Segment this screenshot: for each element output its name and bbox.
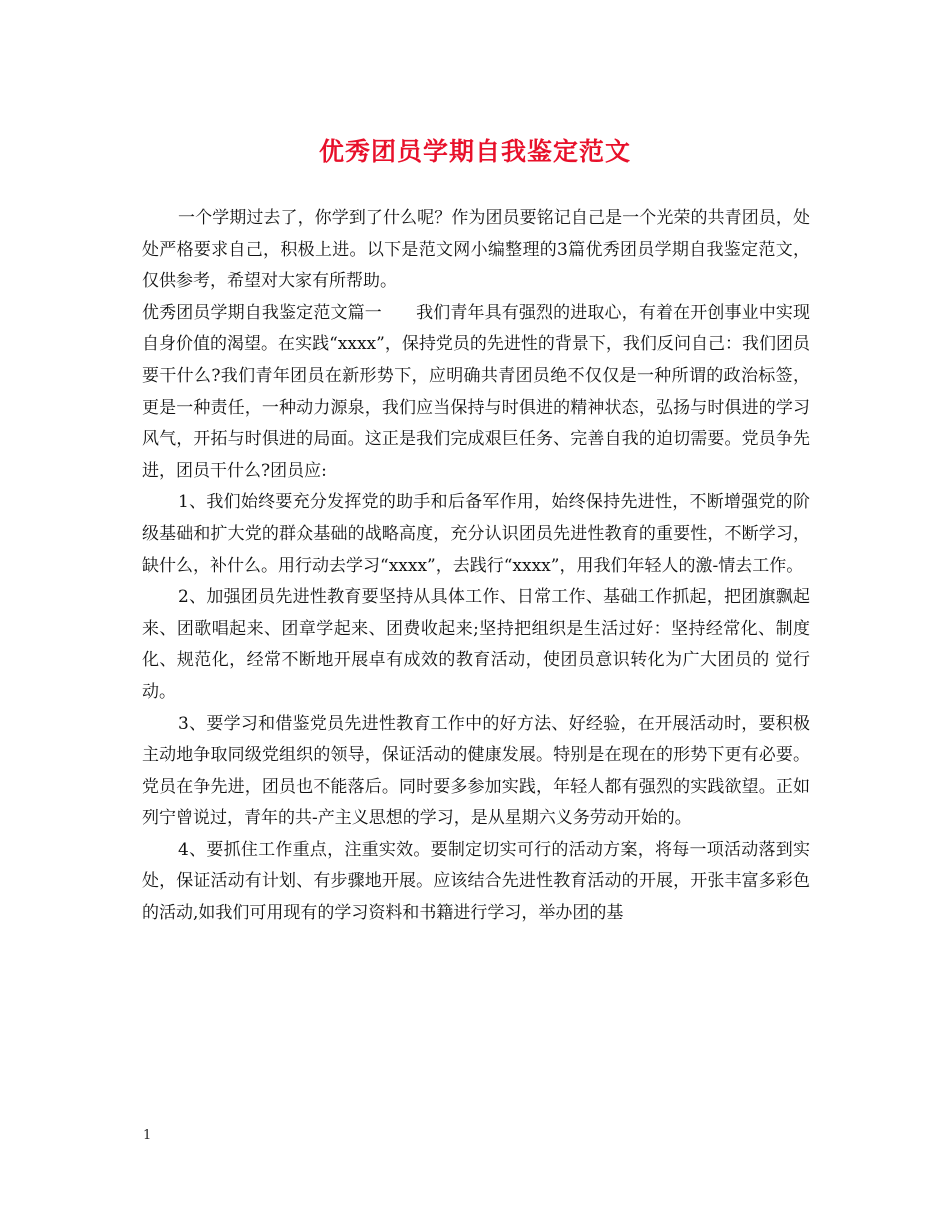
point-two-paragraph: 2、加强团员先进性教育要坚持从具体工作、日常工作、基础工作抓起，把团旗飘起来、团歌唱起来、团章学起来、团费收起来;坚持把组织是生活过好：坚持经常化、制度化、规范化，经常不断地开展卓有成效的教育活动，使团员意识转化为广大团员的 觉行动。 (142, 587, 810, 702)
document-title: 优秀团员学期自我鉴定范文 (318, 137, 631, 166)
page-number: 1 (143, 1128, 152, 1143)
point-four-paragraph: 4、要抓住工作重点，注重实效。要制定切实可行的活动方案，将每一项活动落到实处，保证活动有计划、有步骤地开展。应该结合先进性教育活动的开展，开张丰富多彩色的活动,如我们可用现有的学习资料和书籍进行学习，举办团的基 (142, 839, 810, 924)
point-one-paragraph: 1、我们始终要充分发挥党的助手和后备军作用，始终保持先进性，不断增强党的阶级基础和扩大党的群众基础的战略高度，充分认识团员先进性教育的重要性，不断学习，缺什么，补什么。用行动去学习“xxxx”，去践行“xxxx”，用我们年轻人的激-情去工作。 (142, 492, 810, 576)
document-body (142, 203, 810, 930)
point-three-paragraph: 3、要学习和借鉴党员先进性教育工作中的好方法、好经验，在开展活动时，要积极主动地争取同级党组织的领导，保证活动的健康发展。特别是在现在的形势下更有必要。党员在争先进，团员也不能落后。同时要多参加实践，年轻人都有强烈的实践欲望。正如列宁曾说过，青年的共-产主义思想的学习，是从星期六义务劳动开始的。 (142, 713, 810, 829)
section-one-paragraph: 优秀团员学期自我鉴定范文篇一 我们青年具有强烈的进取心，有着在开创事业中实现自身价值的渴望。在实践“xxxx”，保持党员的先进性的背景下，我们反问自己：我们团员要干什么?我们青年团员在新形势下，应明确共青团员绝不仅仅是一种所谓的政治标签，更是一种责任，一种动力源泉，我们应当保持与时俱进的精神状态，弘扬与时俱进的学习风气，开拓与时俱进的局面。这正是我们完成艰巨任务、完善自我的迫切需要。党员争先进，团员干什么?团员应: (142, 302, 810, 481)
intro-paragraph: 一个学期过去了，你学到了什么呢？作为团员要铭记自己是一个光荣的共青团员，处处严格要求自己，积极上进。以下是范文网小编整理的3篇优秀团员学期自我鉴定范文，仅供参考，希望对大家有所帮助。 (142, 208, 810, 292)
